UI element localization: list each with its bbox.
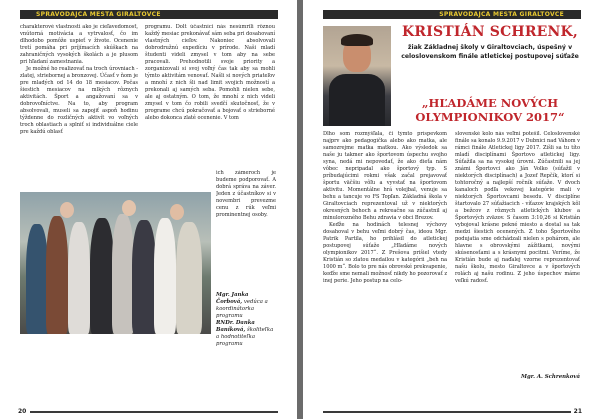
paragraph: Dlho som rozmýšľala, či týmto príspevkom najprv ako pedagogička alebo ako matka, ale samozrejme matka matkou. Ako výsledok sa naše ju takmer ako športovom úspechu svojho syna, nedá mi nepovedať, že ako dieťa nám vôbec nepripadal ako športový typ. S príbudajúcimi rokmi však začal prejavovať športu väčšiu vôľu a vyvstať na športovom aktivitu. Momentálne hrá volejbal, venuje sa behu a tancuje vo FS Topľan. Základná škola v Giraltovciach reprezentoval už v niektorých okresných behoch a rekreačne sa zúčastnil aj minulorozného Behu zdravia v obci Brezov.	[323, 131, 447, 221]
caption-author-1: Mgr. Janka Čorbová,	[216, 292, 249, 305]
signature: Mgr. A. Schrenková	[520, 374, 580, 380]
caption-role-2: školiteľka a hodnotiteľka programu	[216, 327, 274, 347]
left-column-2b	[216, 170, 276, 284]
paragraph: ich zámeroch je budeme podporovať. A dobrá správa na záver. Jeden z účastníkov si v novembri prevezme cenu z rúk veľmi prominentnej osoby.	[216, 170, 276, 218]
left-column-2	[145, 24, 275, 169]
student-portrait	[323, 26, 391, 126]
group-photo	[20, 192, 211, 334]
paragraph: charakterové vlastnosti ako je cieľavedomosť, vnútorná motivácia a vytrvalosť, čo im dlhodobo pomôže uspieť v živote. Ocenenie tretí pomáha pri príjímacích skúškach na zahraničných vysokých školách a je plusom pri hľadaní zamestnania.	[20, 24, 138, 65]
right-column-1	[323, 131, 447, 386]
header-band-label: SPRAVODAJCA MESTA GIRALTOVCE	[36, 11, 161, 18]
left-page	[0, 0, 297, 419]
paragraph: slovenské kolo nás veľmi potešil. Celoslovenské finále sa konalo 9.9.2017 v Dubnici nad Váhom v rámci finále Atletickej ligy 2017. Zišli sa tu títo mladí disciplínami Športovo atletickej ligy. Súťažila sa na vysokej úrovni. Zúčastnili sa jej známi Športovci ako Ján Volko (súťažil v niektorých disciplínach) a Jozef Repčík, ktorí si tohtoročný a najlepší ročník súťaže. V dvoch kanaloch podľa vekovej kategórie mali v niektorých Športovcami besedu. V disciplíne štartovalo 27 súťažiacich - víťazov krajských kôl a bežcov z rôznych atletických klubov a Športových zväzov. S časom 3:10,26 si Kristián vybojoval krásne pekné miesto a dostal sa tak medzi šiestich ocenených. Z toho Športového podujatia sme odchádzali nielen s pohárom, ale hlavne s obrovskými zážitkami, novými skúsenosťami a s krásnymi pocitmi. Veríme, že Kristián bude aj naďalej vzorne reprezentovať našu školu, mesto Giraltovce a v športových rolách aj našu rodinu. Z jeho úspechov máme veľkú radosť.	[455, 131, 580, 284]
article-quote-title: „HĽADÁME NOVÝCH OLYMPIONIKOV 2017“	[415, 96, 565, 124]
paragraph: Je možné ho realizovať na troch úrovniach - zlatej, striebornej a bronzovej. Účasť v ňom je pre mladých od 14 do 18 mesiacov. Počas šiestich mesiacov na mlkých rôznych aktivitách. Šport a angažovaní sa v dobrovoľníctve. Na to, aby program absolvovali, museli sa zapojiť aspoň hodinu týždenne do rozličných aktivít vo voľných troch oblastiach a splniť si individuálne ciele pre každú oblasť	[20, 66, 138, 135]
caption-author-2: RNDr. Danka Baníková,	[216, 320, 255, 333]
paragraph: programu. Dolt účastníci nás nesúmrili rôznou každý mesiac prekonávať sám seba pri dosahovaní vlastných cieľov. Nakoniec absolvovali dobrodružnú expedíciu v prírode. Naši mladí študenti videli zmysel v tom aby na sebe pracovali. Prehodnotili svoje priority a zorganizovali si svoj voľný čas tak aby sa mohli týmto aktivitám venovať. Našli si nových priateľov a mnohí z nich šli nad limit svojich možností a prekonali aj samých seba. Pomohli nielen sebe, ale aj ostatným. O tom, že mnohí z nich videli zmysel v tom čo robili svedčí skutočnosť, že v programe chcú pokračovať a bojovať o strieborné alebo dokonca zlaté ocenenie. V tom	[145, 24, 275, 121]
photo-caption	[216, 292, 276, 348]
footer-bar	[323, 411, 571, 413]
right-page	[303, 0, 600, 419]
paragraph: Keďže na hodinách telesnej výchovy dosahoval v behu veľmi dobrý čas, ideou Mgr. Patrik Partila, ho prihlásil do atletickej postupovej súťaže „Hľadáme nových olympionikov 2017“. Z Prešova prišiel vtedy Kristián so zlatou medailou v kategórii „beh na 1000 m“. Bolo to pre nás obrovské prekvapenie, keďže sme nemali možnosť nikdy ho pozorovať z inej perie. Jeho postup na celo-	[323, 222, 447, 284]
footer-bar	[30, 411, 278, 413]
header-band-label: SPRAVODAJCA MESTA GIRALTOVCE	[439, 11, 564, 18]
article-subtitle: žiak Základnej školy v Giraltovciach, úspešný v celoslovenskom finále atletickej postupovej súťaže	[401, 44, 579, 60]
right-column-2	[455, 131, 580, 371]
page-number: 20	[18, 408, 27, 415]
page-number: 21	[573, 408, 582, 415]
caption-role-1: vedúca a koordinátorka programu	[216, 299, 268, 319]
article-title-name: KRISTIÁN SCHRENK,	[402, 24, 578, 40]
